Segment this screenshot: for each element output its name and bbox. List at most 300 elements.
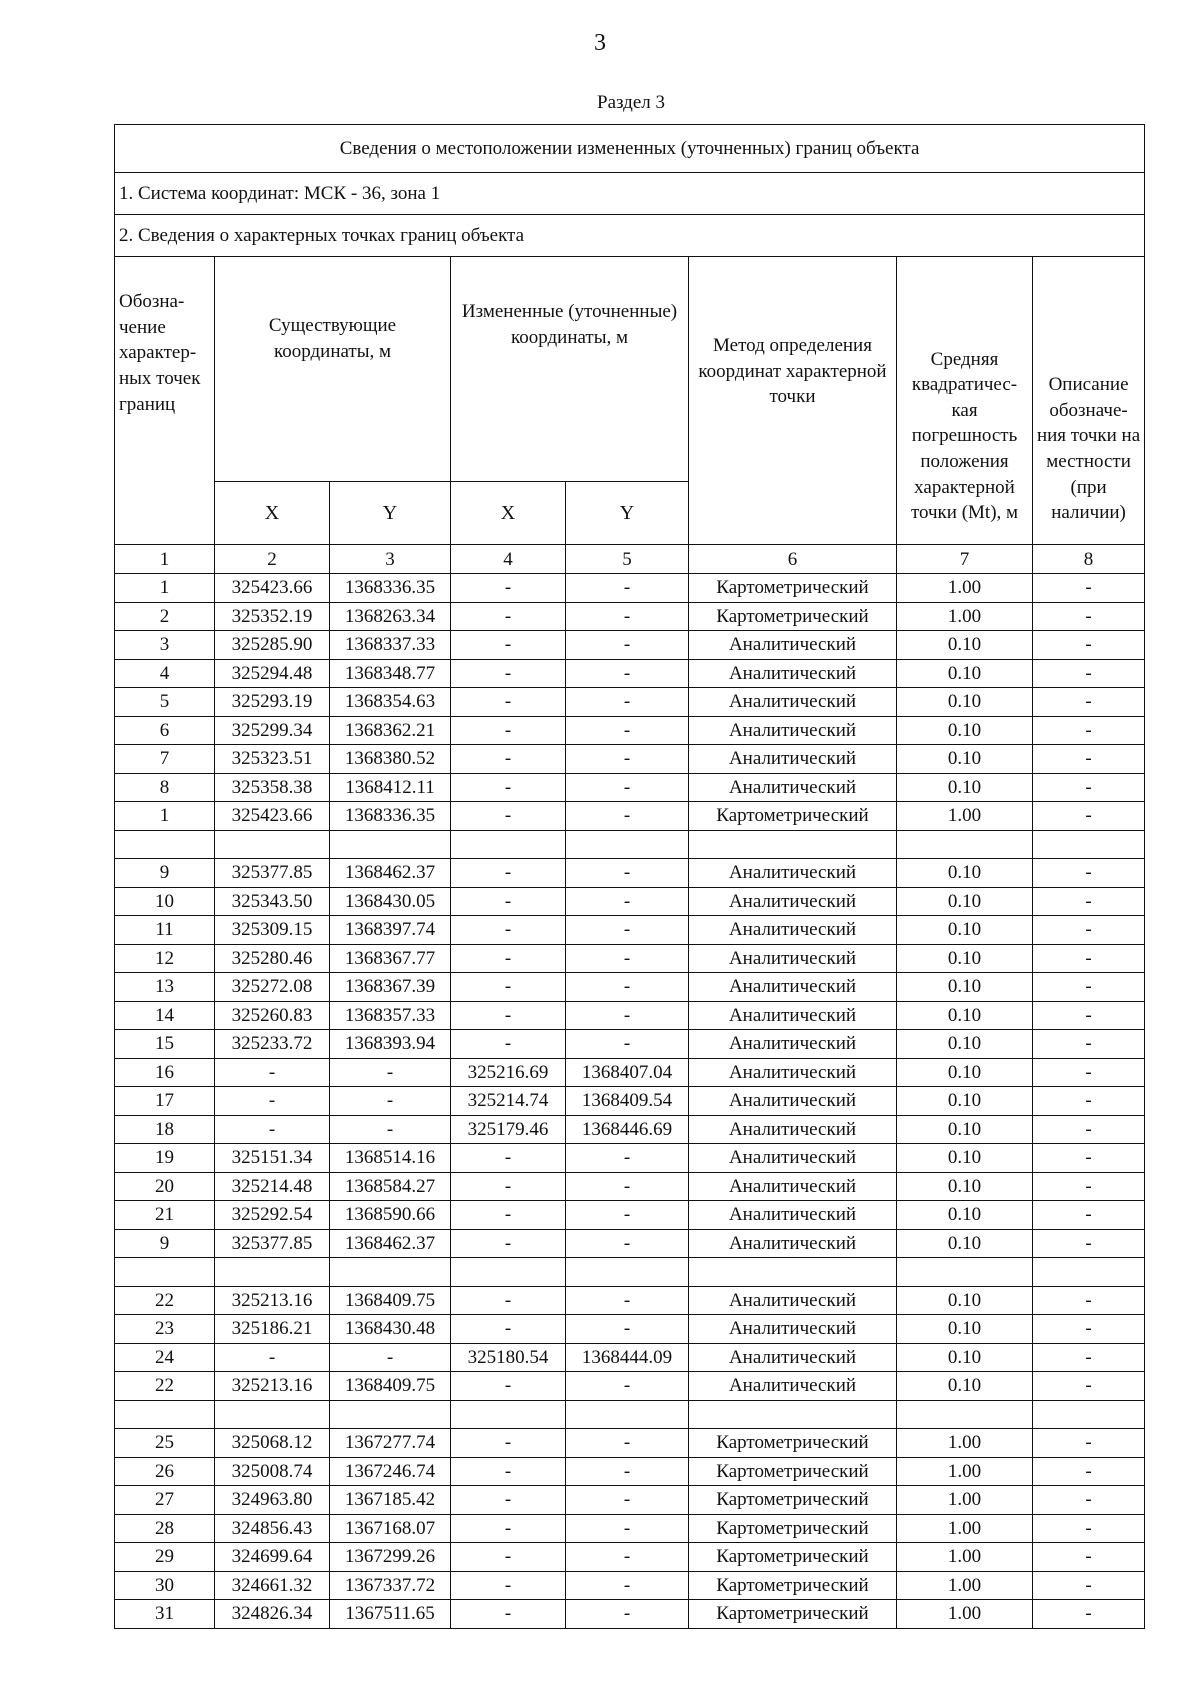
cell-accuracy: 0.10 — [897, 1115, 1033, 1144]
cell-changed-y: - — [566, 859, 689, 888]
cell-existing-y: 1368590.66 — [330, 1201, 451, 1230]
cell-changed-x: - — [451, 1001, 566, 1030]
header-description: Описание обозначе-ния точки на местности (при наличии) — [1033, 257, 1145, 545]
cell-existing-x: 325292.54 — [215, 1201, 330, 1230]
cell-changed-y: 1368446.69 — [566, 1115, 689, 1144]
cell-point: 2 — [115, 602, 215, 631]
cell-existing-y — [330, 1400, 451, 1429]
cell-changed-y: - — [566, 745, 689, 774]
cell-point: 26 — [115, 1457, 215, 1486]
cell-existing-y: 1367246.74 — [330, 1457, 451, 1486]
table-row — [115, 1514, 1145, 1543]
cell-changed-y: 1368444.09 — [566, 1343, 689, 1372]
cell-point: 12 — [115, 944, 215, 973]
cell-point: 31 — [115, 1600, 215, 1629]
cell-existing-x: 325377.85 — [215, 1229, 330, 1258]
table-row — [115, 1600, 1145, 1629]
cell-accuracy: 0.10 — [897, 1286, 1033, 1315]
table-row — [115, 1543, 1145, 1572]
cell-changed-y — [566, 830, 689, 859]
cell-accuracy: 1.00 — [897, 574, 1033, 603]
header-existing-coordinates: Существующие координаты, м — [215, 257, 451, 482]
table-row — [115, 1372, 1145, 1401]
cell-method: Аналитический — [689, 887, 897, 916]
cell-description: - — [1033, 659, 1145, 688]
cell-method: Аналитический — [689, 1144, 897, 1173]
cell-method: Аналитический — [689, 916, 897, 945]
cell-existing-y: 1367511.65 — [330, 1600, 451, 1629]
table-row — [115, 1571, 1145, 1600]
cell-existing-y: 1367337.72 — [330, 1571, 451, 1600]
cell-accuracy — [897, 1400, 1033, 1429]
cell-point: 9 — [115, 859, 215, 888]
cell-changed-y: - — [566, 916, 689, 945]
cell-description: - — [1033, 1144, 1145, 1173]
cell-point: 19 — [115, 1144, 215, 1173]
cell-accuracy: 0.10 — [897, 745, 1033, 774]
cell-existing-y: 1368367.77 — [330, 944, 451, 973]
cell-existing-x: 324826.34 — [215, 1600, 330, 1629]
column-number-row — [115, 545, 1145, 574]
cell-method: Аналитический — [689, 1058, 897, 1087]
cell-accuracy: 1.00 — [897, 1600, 1033, 1629]
cell-accuracy: 0.10 — [897, 916, 1033, 945]
cell-changed-x: - — [451, 802, 566, 831]
cell-description: - — [1033, 745, 1145, 774]
cell-changed-x: - — [451, 1229, 566, 1258]
cell-accuracy: 0.10 — [897, 1343, 1033, 1372]
cell-existing-y: 1368584.27 — [330, 1172, 451, 1201]
cell-description: - — [1033, 1343, 1145, 1372]
header-changed-coordinates: Измененные (уточненные) координаты, м — [451, 257, 689, 482]
cell-description: - — [1033, 1514, 1145, 1543]
cell-changed-x: - — [451, 859, 566, 888]
cell-existing-y: 1368393.94 — [330, 1030, 451, 1059]
cell-changed-x: - — [451, 1571, 566, 1600]
cell-method: Аналитический — [689, 716, 897, 745]
cell-changed-y: - — [566, 1571, 689, 1600]
cell-changed-x: - — [451, 1315, 566, 1344]
cell-existing-y: - — [330, 1087, 451, 1116]
cell-existing-y: - — [330, 1343, 451, 1372]
table-title: Сведения о местоположении измененных (уточненных) границ объекта — [115, 125, 1145, 173]
cell-description: - — [1033, 631, 1145, 660]
table-row — [115, 1457, 1145, 1486]
header-existing-y: Y — [330, 482, 451, 545]
cell-existing-y: 1368263.34 — [330, 602, 451, 631]
cell-point: 15 — [115, 1030, 215, 1059]
cell-point: 18 — [115, 1115, 215, 1144]
cell-point — [115, 830, 215, 859]
cell-existing-y: 1368380.52 — [330, 745, 451, 774]
cell-changed-x: - — [451, 1030, 566, 1059]
cell-description: - — [1033, 1058, 1145, 1087]
cell-changed-y: - — [566, 1030, 689, 1059]
cell-changed-y: - — [566, 1315, 689, 1344]
column-number: 6 — [689, 545, 897, 574]
cell-changed-x: - — [451, 1514, 566, 1543]
cell-changed-y: - — [566, 688, 689, 717]
cell-accuracy: 0.10 — [897, 1030, 1033, 1059]
cell-point: 11 — [115, 916, 215, 945]
cell-method: Аналитический — [689, 1172, 897, 1201]
cell-method — [689, 1258, 897, 1287]
cell-method: Аналитический — [689, 688, 897, 717]
cell-description: - — [1033, 1286, 1145, 1315]
cell-point: 7 — [115, 745, 215, 774]
cell-existing-x: 325294.48 — [215, 659, 330, 688]
cell-method: Картометрический — [689, 1571, 897, 1600]
cell-changed-y: - — [566, 887, 689, 916]
cell-changed-y: - — [566, 1286, 689, 1315]
cell-method: Картометрический — [689, 802, 897, 831]
cell-point: 28 — [115, 1514, 215, 1543]
cell-accuracy: 1.00 — [897, 1457, 1033, 1486]
cell-existing-x: 325260.83 — [215, 1001, 330, 1030]
cell-existing-x: 325008.74 — [215, 1457, 330, 1486]
cell-method: Аналитический — [689, 1372, 897, 1401]
cell-existing-x: 325293.19 — [215, 688, 330, 717]
column-number: 1 — [115, 545, 215, 574]
cell-changed-x — [451, 830, 566, 859]
cell-changed-y: - — [566, 973, 689, 1002]
cell-existing-y: 1368336.35 — [330, 802, 451, 831]
header-changed-y: Y — [566, 482, 689, 545]
cell-point: 29 — [115, 1543, 215, 1572]
cell-changed-y: - — [566, 1229, 689, 1258]
cell-method: Аналитический — [689, 745, 897, 774]
table-row — [115, 1172, 1145, 1201]
cell-existing-y: 1367185.42 — [330, 1486, 451, 1515]
cell-changed-y: - — [566, 1372, 689, 1401]
cell-method: Аналитический — [689, 1229, 897, 1258]
cell-method: Аналитический — [689, 659, 897, 688]
cell-changed-y: - — [566, 1543, 689, 1572]
cell-accuracy: 0.10 — [897, 1058, 1033, 1087]
cell-changed-y: - — [566, 602, 689, 631]
cell-existing-x: 325214.48 — [215, 1172, 330, 1201]
cell-changed-y: - — [566, 944, 689, 973]
cell-method: Аналитический — [689, 859, 897, 888]
table-row — [115, 1229, 1145, 1258]
cell-existing-x: 325323.51 — [215, 745, 330, 774]
cell-point: 10 — [115, 887, 215, 916]
cell-description: - — [1033, 802, 1145, 831]
cell-changed-x: 325214.74 — [451, 1087, 566, 1116]
cell-description — [1033, 1258, 1145, 1287]
points-heading: 2. Сведения о характерных точках границ объекта — [115, 215, 1145, 257]
table-row — [115, 1429, 1145, 1458]
table-row — [115, 916, 1145, 945]
cell-description: - — [1033, 688, 1145, 717]
cell-method — [689, 830, 897, 859]
cell-point — [115, 1258, 215, 1287]
cell-changed-x: - — [451, 1457, 566, 1486]
cell-description: - — [1033, 1315, 1145, 1344]
cell-point: 16 — [115, 1058, 215, 1087]
table-row — [115, 745, 1145, 774]
cell-description: - — [1033, 1201, 1145, 1230]
cell-accuracy: 0.10 — [897, 631, 1033, 660]
boundary-points-table — [114, 124, 1145, 1629]
cell-description: - — [1033, 1457, 1145, 1486]
cell-point: 14 — [115, 1001, 215, 1030]
cell-accuracy — [897, 830, 1033, 859]
cell-accuracy: 0.10 — [897, 1229, 1033, 1258]
cell-description: - — [1033, 859, 1145, 888]
cell-existing-x: 325358.38 — [215, 773, 330, 802]
cell-existing-y: 1368348.77 — [330, 659, 451, 688]
cell-method: Картометрический — [689, 1514, 897, 1543]
table-row — [115, 1400, 1145, 1429]
cell-description: - — [1033, 773, 1145, 802]
cell-method: Аналитический — [689, 1343, 897, 1372]
cell-existing-x: 324699.64 — [215, 1543, 330, 1572]
cell-point: 30 — [115, 1571, 215, 1600]
cell-method: Аналитический — [689, 631, 897, 660]
cell-changed-y: - — [566, 1514, 689, 1543]
cell-point: 17 — [115, 1087, 215, 1116]
cell-method: Аналитический — [689, 973, 897, 1002]
cell-changed-x: - — [451, 1144, 566, 1173]
cell-existing-y: 1367299.26 — [330, 1543, 451, 1572]
table-row — [115, 830, 1145, 859]
cell-existing-y: 1368357.33 — [330, 1001, 451, 1030]
cell-changed-x: - — [451, 1543, 566, 1572]
cell-changed-x — [451, 1400, 566, 1429]
cell-description: - — [1033, 1429, 1145, 1458]
cell-changed-x: - — [451, 944, 566, 973]
cell-changed-y: - — [566, 1201, 689, 1230]
table-row — [115, 1058, 1145, 1087]
cell-accuracy: 1.00 — [897, 802, 1033, 831]
cell-existing-y: 1368430.48 — [330, 1315, 451, 1344]
cell-changed-x: 325179.46 — [451, 1115, 566, 1144]
cell-description: - — [1033, 1001, 1145, 1030]
cell-changed-y: - — [566, 659, 689, 688]
cell-existing-x: - — [215, 1087, 330, 1116]
table-row — [115, 574, 1145, 603]
cell-accuracy: 1.00 — [897, 1429, 1033, 1458]
column-number: 8 — [1033, 545, 1145, 574]
cell-method: Картометрический — [689, 1429, 897, 1458]
cell-existing-x: 325068.12 — [215, 1429, 330, 1458]
cell-accuracy: 0.10 — [897, 716, 1033, 745]
cell-description: - — [1033, 973, 1145, 1002]
cell-existing-x: 325285.90 — [215, 631, 330, 660]
cell-description: - — [1033, 1372, 1145, 1401]
table-body — [115, 574, 1145, 1629]
cell-changed-x: - — [451, 631, 566, 660]
cell-accuracy: 1.00 — [897, 602, 1033, 631]
cell-method: Аналитический — [689, 1286, 897, 1315]
header-method: Метод определения координат характерной точки — [689, 257, 897, 545]
section-title: Раздел 3 — [597, 92, 665, 113]
cell-existing-y — [330, 830, 451, 859]
cell-existing-x: 325309.15 — [215, 916, 330, 945]
column-number: 2 — [215, 545, 330, 574]
cell-method: Аналитический — [689, 1030, 897, 1059]
cell-existing-x: 324661.32 — [215, 1571, 330, 1600]
cell-changed-y: - — [566, 802, 689, 831]
cell-existing-y: 1368336.35 — [330, 574, 451, 603]
cell-changed-y: - — [566, 1429, 689, 1458]
cell-changed-x: - — [451, 602, 566, 631]
table-row — [115, 602, 1145, 631]
cell-description: - — [1033, 1030, 1145, 1059]
table-row — [115, 773, 1145, 802]
table-row — [115, 1001, 1145, 1030]
cell-existing-y: 1368337.33 — [330, 631, 451, 660]
cell-accuracy: 1.00 — [897, 1571, 1033, 1600]
cell-point: 9 — [115, 1229, 215, 1258]
coordinate-system: 1. Система координат: МСК - 36, зона 1 — [115, 173, 1145, 215]
cell-changed-x: - — [451, 688, 566, 717]
cell-existing-x: - — [215, 1115, 330, 1144]
cell-changed-x: - — [451, 1172, 566, 1201]
cell-existing-x: 325186.21 — [215, 1315, 330, 1344]
table-row — [115, 1315, 1145, 1344]
cell-changed-y: - — [566, 1486, 689, 1515]
cell-description: - — [1033, 916, 1145, 945]
cell-existing-x: 325299.34 — [215, 716, 330, 745]
cell-existing-y: - — [330, 1115, 451, 1144]
cell-point: 25 — [115, 1429, 215, 1458]
table-row — [115, 1258, 1145, 1287]
cell-changed-x: 325180.54 — [451, 1343, 566, 1372]
cell-description: - — [1033, 716, 1145, 745]
cell-accuracy: 0.10 — [897, 944, 1033, 973]
cell-method: Аналитический — [689, 773, 897, 802]
cell-existing-y: 1368362.21 — [330, 716, 451, 745]
cell-existing-y: 1368514.16 — [330, 1144, 451, 1173]
cell-point: 5 — [115, 688, 215, 717]
cell-changed-y — [566, 1258, 689, 1287]
cell-accuracy: 0.10 — [897, 773, 1033, 802]
cell-existing-x: 325377.85 — [215, 859, 330, 888]
table-row — [115, 1144, 1145, 1173]
cell-existing-x: 325280.46 — [215, 944, 330, 973]
cell-existing-y: 1368354.63 — [330, 688, 451, 717]
cell-point: 21 — [115, 1201, 215, 1230]
cell-point: 1 — [115, 802, 215, 831]
table-row — [115, 631, 1145, 660]
cell-changed-x: - — [451, 1201, 566, 1230]
cell-description: - — [1033, 1172, 1145, 1201]
cell-accuracy: 0.10 — [897, 1087, 1033, 1116]
cell-changed-y: 1368409.54 — [566, 1087, 689, 1116]
cell-point: 27 — [115, 1486, 215, 1515]
cell-changed-x: - — [451, 773, 566, 802]
table-row — [115, 1486, 1145, 1515]
column-number: 7 — [897, 545, 1033, 574]
cell-changed-y: - — [566, 1144, 689, 1173]
cell-existing-x: 325213.16 — [215, 1372, 330, 1401]
cell-description: - — [1033, 574, 1145, 603]
cell-method: Аналитический — [689, 1115, 897, 1144]
cell-existing-x: 324856.43 — [215, 1514, 330, 1543]
cell-description: - — [1033, 944, 1145, 973]
cell-accuracy — [897, 1258, 1033, 1287]
cell-changed-x: - — [451, 1372, 566, 1401]
cell-existing-x — [215, 1258, 330, 1287]
cell-method: Картометрический — [689, 1600, 897, 1629]
cell-existing-y: 1368397.74 — [330, 916, 451, 945]
table-row — [115, 887, 1145, 916]
cell-changed-y: - — [566, 1001, 689, 1030]
cell-accuracy: 0.10 — [897, 1172, 1033, 1201]
cell-changed-y: - — [566, 1172, 689, 1201]
cell-method: Аналитический — [689, 1315, 897, 1344]
cell-method — [689, 1400, 897, 1429]
cell-existing-y: 1368462.37 — [330, 859, 451, 888]
cell-changed-x: - — [451, 1286, 566, 1315]
cell-description: - — [1033, 887, 1145, 916]
cell-existing-y: 1368430.05 — [330, 887, 451, 916]
cell-existing-y: 1367277.74 — [330, 1429, 451, 1458]
header-existing-x: X — [215, 482, 330, 545]
cell-changed-y: - — [566, 574, 689, 603]
cell-existing-y: 1368409.75 — [330, 1286, 451, 1315]
cell-point — [115, 1400, 215, 1429]
cell-changed-y: - — [566, 1600, 689, 1629]
cell-existing-y — [330, 1258, 451, 1287]
table-row — [115, 1201, 1145, 1230]
cell-changed-x: 325216.69 — [451, 1058, 566, 1087]
cell-accuracy: 0.10 — [897, 1201, 1033, 1230]
cell-point: 22 — [115, 1286, 215, 1315]
cell-description — [1033, 830, 1145, 859]
table-row — [115, 973, 1145, 1002]
cell-method: Картометрический — [689, 1486, 897, 1515]
cell-existing-x: 325423.66 — [215, 802, 330, 831]
cell-point: 13 — [115, 973, 215, 1002]
cell-changed-y: - — [566, 631, 689, 660]
table-row — [115, 688, 1145, 717]
cell-changed-y — [566, 1400, 689, 1429]
cell-existing-x: - — [215, 1343, 330, 1372]
header-changed-x: X — [451, 482, 566, 545]
cell-existing-y: 1368409.75 — [330, 1372, 451, 1401]
cell-accuracy: 1.00 — [897, 1514, 1033, 1543]
cell-method: Картометрический — [689, 574, 897, 603]
cell-changed-x: - — [451, 973, 566, 1002]
cell-description — [1033, 1400, 1145, 1429]
cell-accuracy: 0.10 — [897, 1315, 1033, 1344]
cell-changed-x — [451, 1258, 566, 1287]
cell-changed-y: - — [566, 773, 689, 802]
column-number: 3 — [330, 545, 451, 574]
cell-changed-x: - — [451, 574, 566, 603]
table-row — [115, 1115, 1145, 1144]
cell-existing-x: - — [215, 1058, 330, 1087]
cell-point: 23 — [115, 1315, 215, 1344]
header-point: Обозна-чение характер-ных точек границ — [115, 257, 215, 545]
table-row — [115, 716, 1145, 745]
cell-description: - — [1033, 1543, 1145, 1572]
cell-method: Картометрический — [689, 602, 897, 631]
cell-description: - — [1033, 1600, 1145, 1629]
cell-accuracy: 0.10 — [897, 973, 1033, 1002]
cell-description: - — [1033, 1486, 1145, 1515]
cell-changed-x: - — [451, 1429, 566, 1458]
cell-accuracy: 1.00 — [897, 1486, 1033, 1515]
cell-method: Картометрический — [689, 1543, 897, 1572]
cell-existing-y: 1367168.07 — [330, 1514, 451, 1543]
cell-existing-y: 1368367.39 — [330, 973, 451, 1002]
table-row — [115, 1087, 1145, 1116]
column-number: 4 — [451, 545, 566, 574]
